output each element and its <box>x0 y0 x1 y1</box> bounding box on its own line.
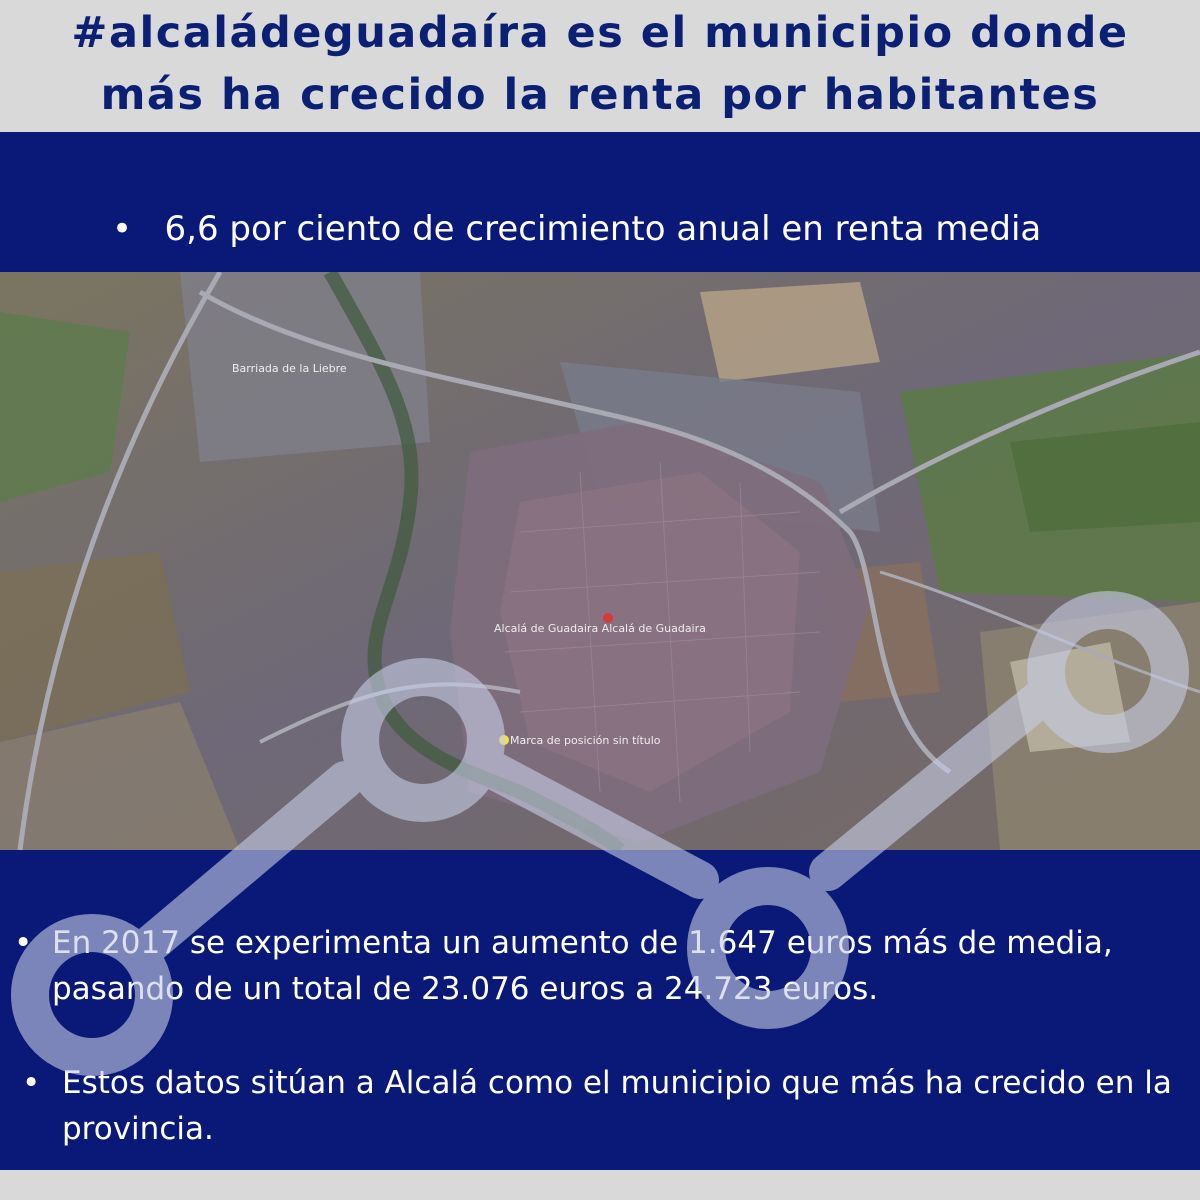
map-label-center: Alcalá de Guadaira Alcalá de Guadaira <box>494 622 706 635</box>
title-line-2: más ha crecido la renta por habitantes <box>100 70 1100 120</box>
title-line-1: #alcaládeguadaíra es el municipio donde <box>71 8 1129 58</box>
bullet-marker: • <box>14 925 33 961</box>
map-label-marker: Marca de posición sin título <box>510 734 661 747</box>
bullet-increase <box>14 920 1194 1012</box>
bullet-province-text: Estos datos sitúan a Alcalá como el municipio que más ha crecido en la provincia. <box>62 1065 1172 1147</box>
header <box>0 0 1200 132</box>
bullet-growth <box>112 206 1041 252</box>
bullet-growth-text: 6,6 por ciento de crecimiento anual en renta media <box>164 209 1042 249</box>
bullet-province <box>22 1060 1200 1152</box>
page-title <box>0 0 1200 126</box>
map-marker-icon <box>499 735 509 745</box>
footer-band <box>0 1170 1200 1200</box>
map-graphic <box>0 272 1200 850</box>
bullet-marker: • <box>22 1065 41 1101</box>
satellite-map <box>0 272 1200 850</box>
bullet-increase-text: En 2017 se experimenta un aumento de 1.647 euros más de media, pasando de un total de 23.076 euros a 24.723 euros. <box>52 925 1113 1007</box>
bullet-marker: • <box>112 209 133 249</box>
map-label-barriada: Barriada de la Liebre <box>232 362 347 375</box>
